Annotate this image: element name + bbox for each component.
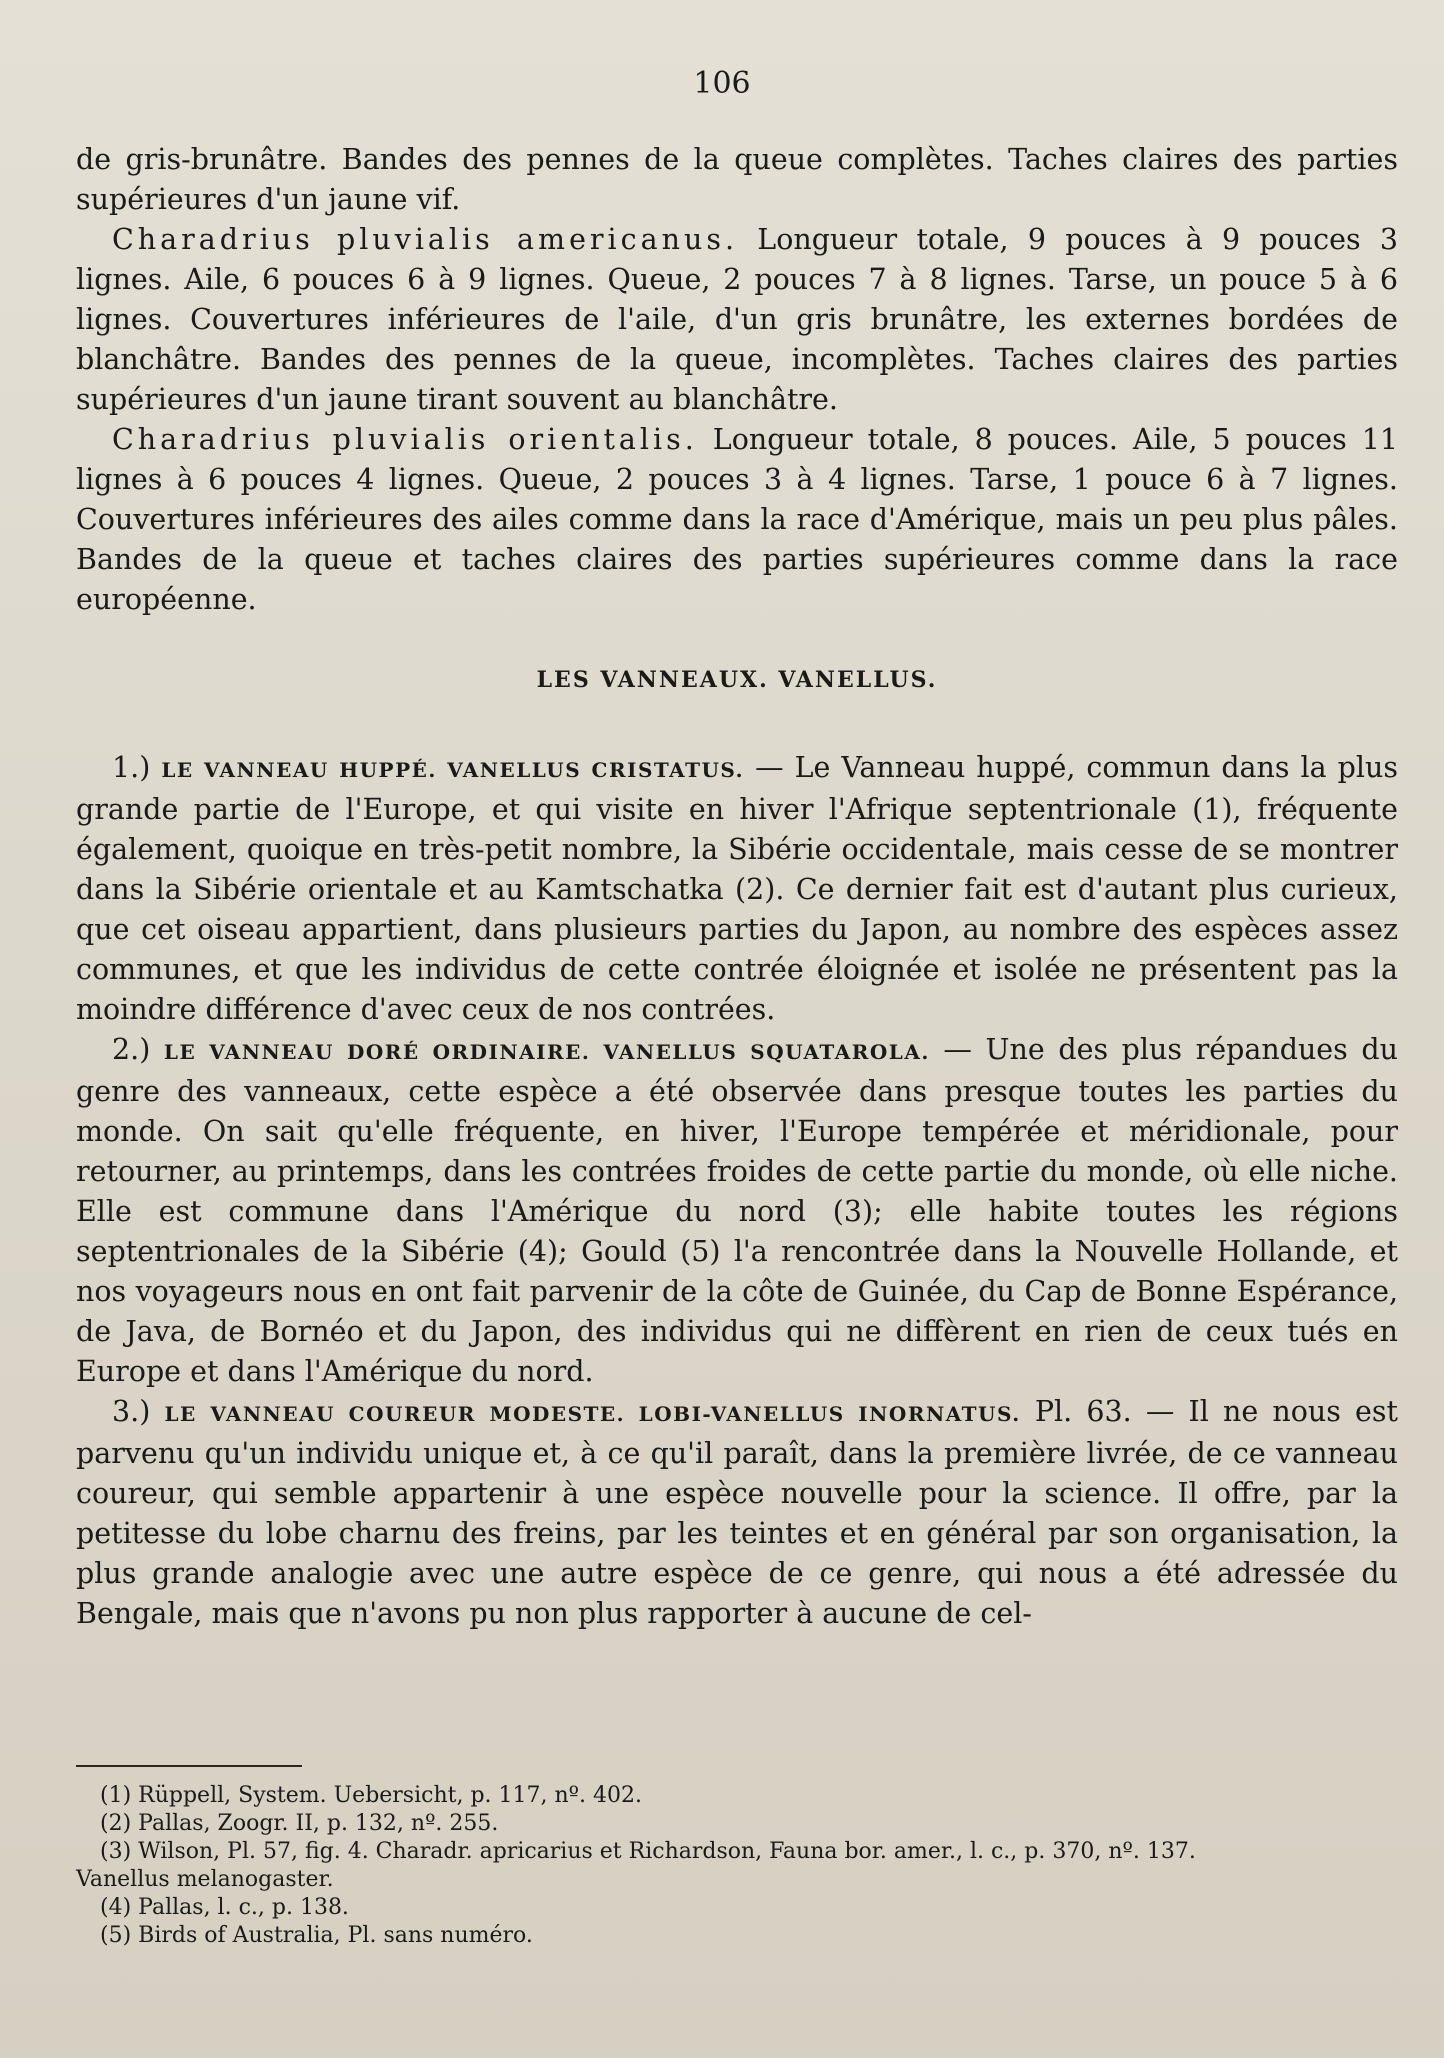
- species-name: Charadrius pluvialis americanus.: [112, 223, 739, 256]
- entry-3: [76, 1392, 1398, 1634]
- entry-heading: LE VANNEAU HUPPÉ. VANELLUS CRISTATUS.: [161, 758, 745, 782]
- footnote: (2) Pallas, Zoogr. II, p. 132, nº. 255.: [100, 1811, 499, 1836]
- entry-number: 1.): [112, 751, 151, 784]
- page-number: 106: [693, 66, 751, 101]
- footnote: (1) Rüppell, System. Uebersicht, p. 117, nº. 402.: [100, 1783, 642, 1808]
- section-title: LES VANNEAUX. VANELLUS.: [536, 667, 938, 693]
- species-name: Charadrius pluvialis orientalis.: [112, 423, 698, 456]
- entry-text: — Le Vanneau huppé, commun dans la plus grande partie de l'Europe, et qui visite en hiver l'Afrique septentrionale (1), fréquente également, quoique en très-petit nombre, la Sibérie occidentale, mais cesse de se montrer dans la Sibérie orientale et au Kamtschatka (2). Ce dernier fait est d'autant plus curieux, que cet oiseau appartient, dans plusieurs parties du Japon, au nombre des espèces assez communes, et que les individus de cette contrée éloignée et isolée ne présentent pas la moindre différence d'avec ceux de nos contrées.: [76, 751, 1398, 1026]
- paragraph-text: Longueur totale, 9 pouces à 9 pouces 3 lignes. Aile, 6 pouces 6 à 9 lignes. Queue, 2 pouces 7 à 8 lignes. Tarse, un pouce 5 à 6 lignes. Couvertures inférieures de l'aile, d'un gris brunâtre, les externes bordées de blanchâtre. Bandes des pennes de la queue, incomplètes. Taches claires des parties supérieures d'un jaune tirant souvent au blanchâtre.: [76, 223, 1398, 416]
- footnote: (5) Birds of Australia, Pl. sans numéro.: [100, 1923, 533, 1948]
- footnote: (3) Wilson, Pl. 57, fig. 4. Charadr. apricarius et Richardson, Fauna bor. amer., l. c., p. 370, nº. 137.: [100, 1839, 1196, 1864]
- entry-1: [76, 748, 1398, 1030]
- footnote-continuation: Vanellus melanogaster.: [76, 1867, 334, 1892]
- paragraph-orientalis: [76, 420, 1398, 620]
- entry-2: [76, 1030, 1398, 1392]
- entry-text: Pl. 63. — Il ne nous est parvenu qu'un individu unique et, à ce qu'il paraît, dans la première livrée, de ce vanneau coureur, qui semble appartenir à une espèce nouvelle pour la science. Il offre, par la petitesse du lobe charnu des freins, par les teintes et en général par son organisation, la plus grande analogie avec une autre espèce de ce genre, qui nous a été adressée du Bengale, mais que n'avons pu non plus rapporter à aucune de cel-: [76, 1395, 1399, 1630]
- paragraph-text: Longueur totale, 8 pouces. Aile, 5 pouces 11 lignes à 6 pouces 4 lignes. Queue, 2 pouces 3 à 4 lignes. Tarse, 1 pouce 6 à 7 lignes. Couvertures inférieures des ailes comme dans la race d'Amérique, mais un peu plus pâles. Bandes de la queue et taches claires des parties supérieures comme dans la race européenne.: [76, 423, 1398, 616]
- entry-number: 3.): [112, 1395, 151, 1428]
- paragraph-continuation: de gris-brunâtre. Bandes des pennes de la queue complètes. Taches claires des parties supérieures d'un jaune vif.: [76, 143, 1398, 216]
- entry-heading: LE VANNEAU DORÉ ORDINAIRE. VANELLUS SQUATAROLA.: [163, 1040, 930, 1064]
- entry-heading: LE VANNEAU COUREUR MODESTE. LOBI-VANELLUS INORNATUS.: [164, 1402, 1021, 1426]
- footnotes: [76, 1782, 1398, 1950]
- main-text: [76, 140, 1398, 1634]
- entry-number: 2.): [112, 1033, 151, 1066]
- footnote: (4) Pallas, l. c., p. 138.: [100, 1895, 349, 1920]
- footnote-divider: [76, 1765, 302, 1767]
- entry-text: — Une des plus répandues du genre des vanneaux, cette espèce a été observée dans presque toutes les parties du monde. On sait qu'elle fréquente, en hiver, l'Europe tempérée et méridionale, pour retourner, au printemps, dans les contrées froides de cette partie du monde, où elle niche. Elle est commune dans l'Amérique du nord (3); elle habite toutes les régions septentrionales de la Sibérie (4); Gould (5) l'a rencontrée dans la Nouvelle Hollande, et nos voyageurs nous en ont fait parvenir de la côte de Guinée, du Cap de Bonne Espérance, de Java, de Bornéo et du Japon, des individus qui ne diffèrent en rien de ceux tués en Europe et dans l'Amérique du nord.: [76, 1033, 1398, 1388]
- paragraph-americanus: [76, 220, 1398, 420]
